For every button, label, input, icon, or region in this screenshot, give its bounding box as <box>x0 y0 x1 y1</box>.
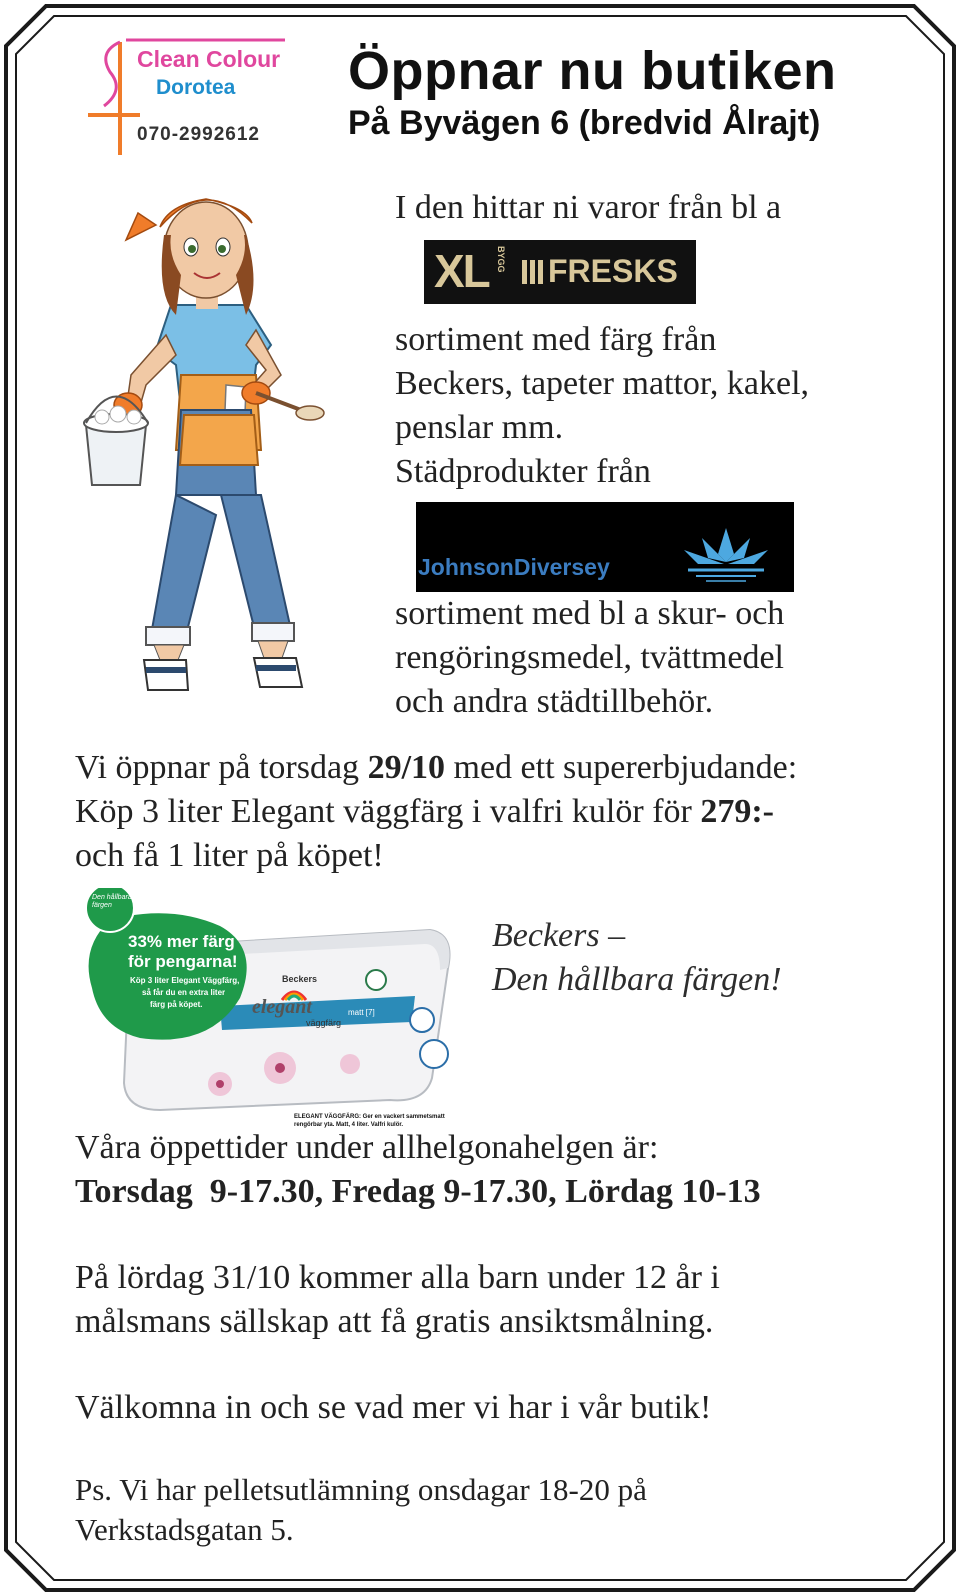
ps-line-1: Ps. Vi har pelletsutlämning onsdagar 18-20 på <box>75 1472 647 1507</box>
paint-type: väggfärg <box>306 1018 342 1028</box>
xl-logo-bars-icon <box>522 260 544 284</box>
cleaning-line-3: och andra städtillbehör. <box>395 683 714 720</box>
cleaning-line-2: rengöringsmedel, tvättmedel <box>395 639 784 676</box>
assortment-line-2: Beckers, tapeter mattor, kakel, <box>395 365 810 402</box>
paint-promo-line-3: Köp 3 liter Elegant Väggfärg, <box>130 976 240 985</box>
paint-caption-line-2: rengörbar yta. Matt, 4 liter. Valfri kulör. <box>294 1122 404 1128</box>
offer-date: 29/10 <box>367 749 446 786</box>
offer-line-2 <box>75 790 774 834</box>
paint-brand: Beckers <box>282 974 318 984</box>
paint-promo-line-1: 33% mer färg <box>128 932 235 951</box>
paint-promo-line-2: för pengarna! <box>128 952 238 971</box>
xl-logo-mark: XL <box>434 245 489 297</box>
clean-colour-logo <box>80 30 295 160</box>
kids-line-1: På lördag 31/10 kommer alla barn under 12 år i <box>75 1259 720 1296</box>
paint-caption-line-1: ELEGANT VÄGGFÄRG: Ger en vackert sammetsmatt <box>294 1114 445 1120</box>
xl-logo-fresks: FRESKS <box>548 253 678 289</box>
logo-name-line2: Dorotea <box>156 76 236 99</box>
ps-line-2: Verkstadsgatan 5. <box>75 1512 294 1547</box>
paint-badge-title: Den hållbara färgen <box>92 894 132 909</box>
jd-logo-text: JohnsonDiversey <box>418 554 610 580</box>
logo-phone: 070-2992612 <box>137 124 260 145</box>
assortment-line-1: sortiment med färg från <box>395 321 717 358</box>
slogan-line-2: Den hållbara färgen! <box>492 961 782 998</box>
offer-line-1 <box>75 746 797 790</box>
hours-days: Torsdag 9-17.30, Fredag 9-17.30, Lördag 10-13 <box>75 1173 761 1210</box>
paint-promo-line-5: färg på köpet. <box>150 1000 203 1009</box>
lotus-icon <box>678 524 774 584</box>
assortment-line-3: penslar mm. <box>395 409 564 446</box>
cleaning-girl-illustration <box>56 165 346 725</box>
assortment-line-4: Städprodukter från <box>395 453 651 490</box>
logo-name-line1: Clean Colour <box>137 46 281 72</box>
offer-line-1-start: Vi öppnar på torsdag <box>75 749 368 786</box>
paint-promo-line-4: så får du en extra liter <box>142 988 226 997</box>
offer-line-2-start: Köp 3 liter Elegant väggfärg i valfri kulör för <box>75 793 701 830</box>
paint-product: elegant <box>252 996 312 1018</box>
cleaning-line-1: sortiment med bl a skur- och <box>395 595 785 632</box>
slogan-line-1: Beckers – <box>492 917 626 954</box>
paint-finish: matt [7] <box>348 1008 375 1017</box>
offer-price: 279:- <box>700 793 775 830</box>
beckers-paint-can <box>70 888 470 1136</box>
intro-text: I den hittar ni varor från bl a <box>395 189 782 226</box>
kids-line-2: målsmans sällskap att få gratis ansiktsmålning. <box>75 1303 714 1340</box>
xl-bygg-fresks-logo <box>424 240 696 304</box>
welcome-text: Välkomna in och se vad mer vi har i vår butik! <box>75 1389 712 1426</box>
hours-intro: Våra öppettider under allhelgonahelgen är: <box>75 1129 659 1166</box>
page-subtitle: På Byvägen 6 (bredvid Ålrajt) <box>348 104 821 142</box>
page-title: Öppnar nu butiken <box>348 41 837 101</box>
xl-logo-bygg: BYGG <box>496 246 506 273</box>
johnson-diversey-logo <box>416 502 794 592</box>
offer-line-3: och få 1 liter på köpet! <box>75 837 384 874</box>
offer-line-1-end: med ett supererbjudande: <box>445 749 798 786</box>
